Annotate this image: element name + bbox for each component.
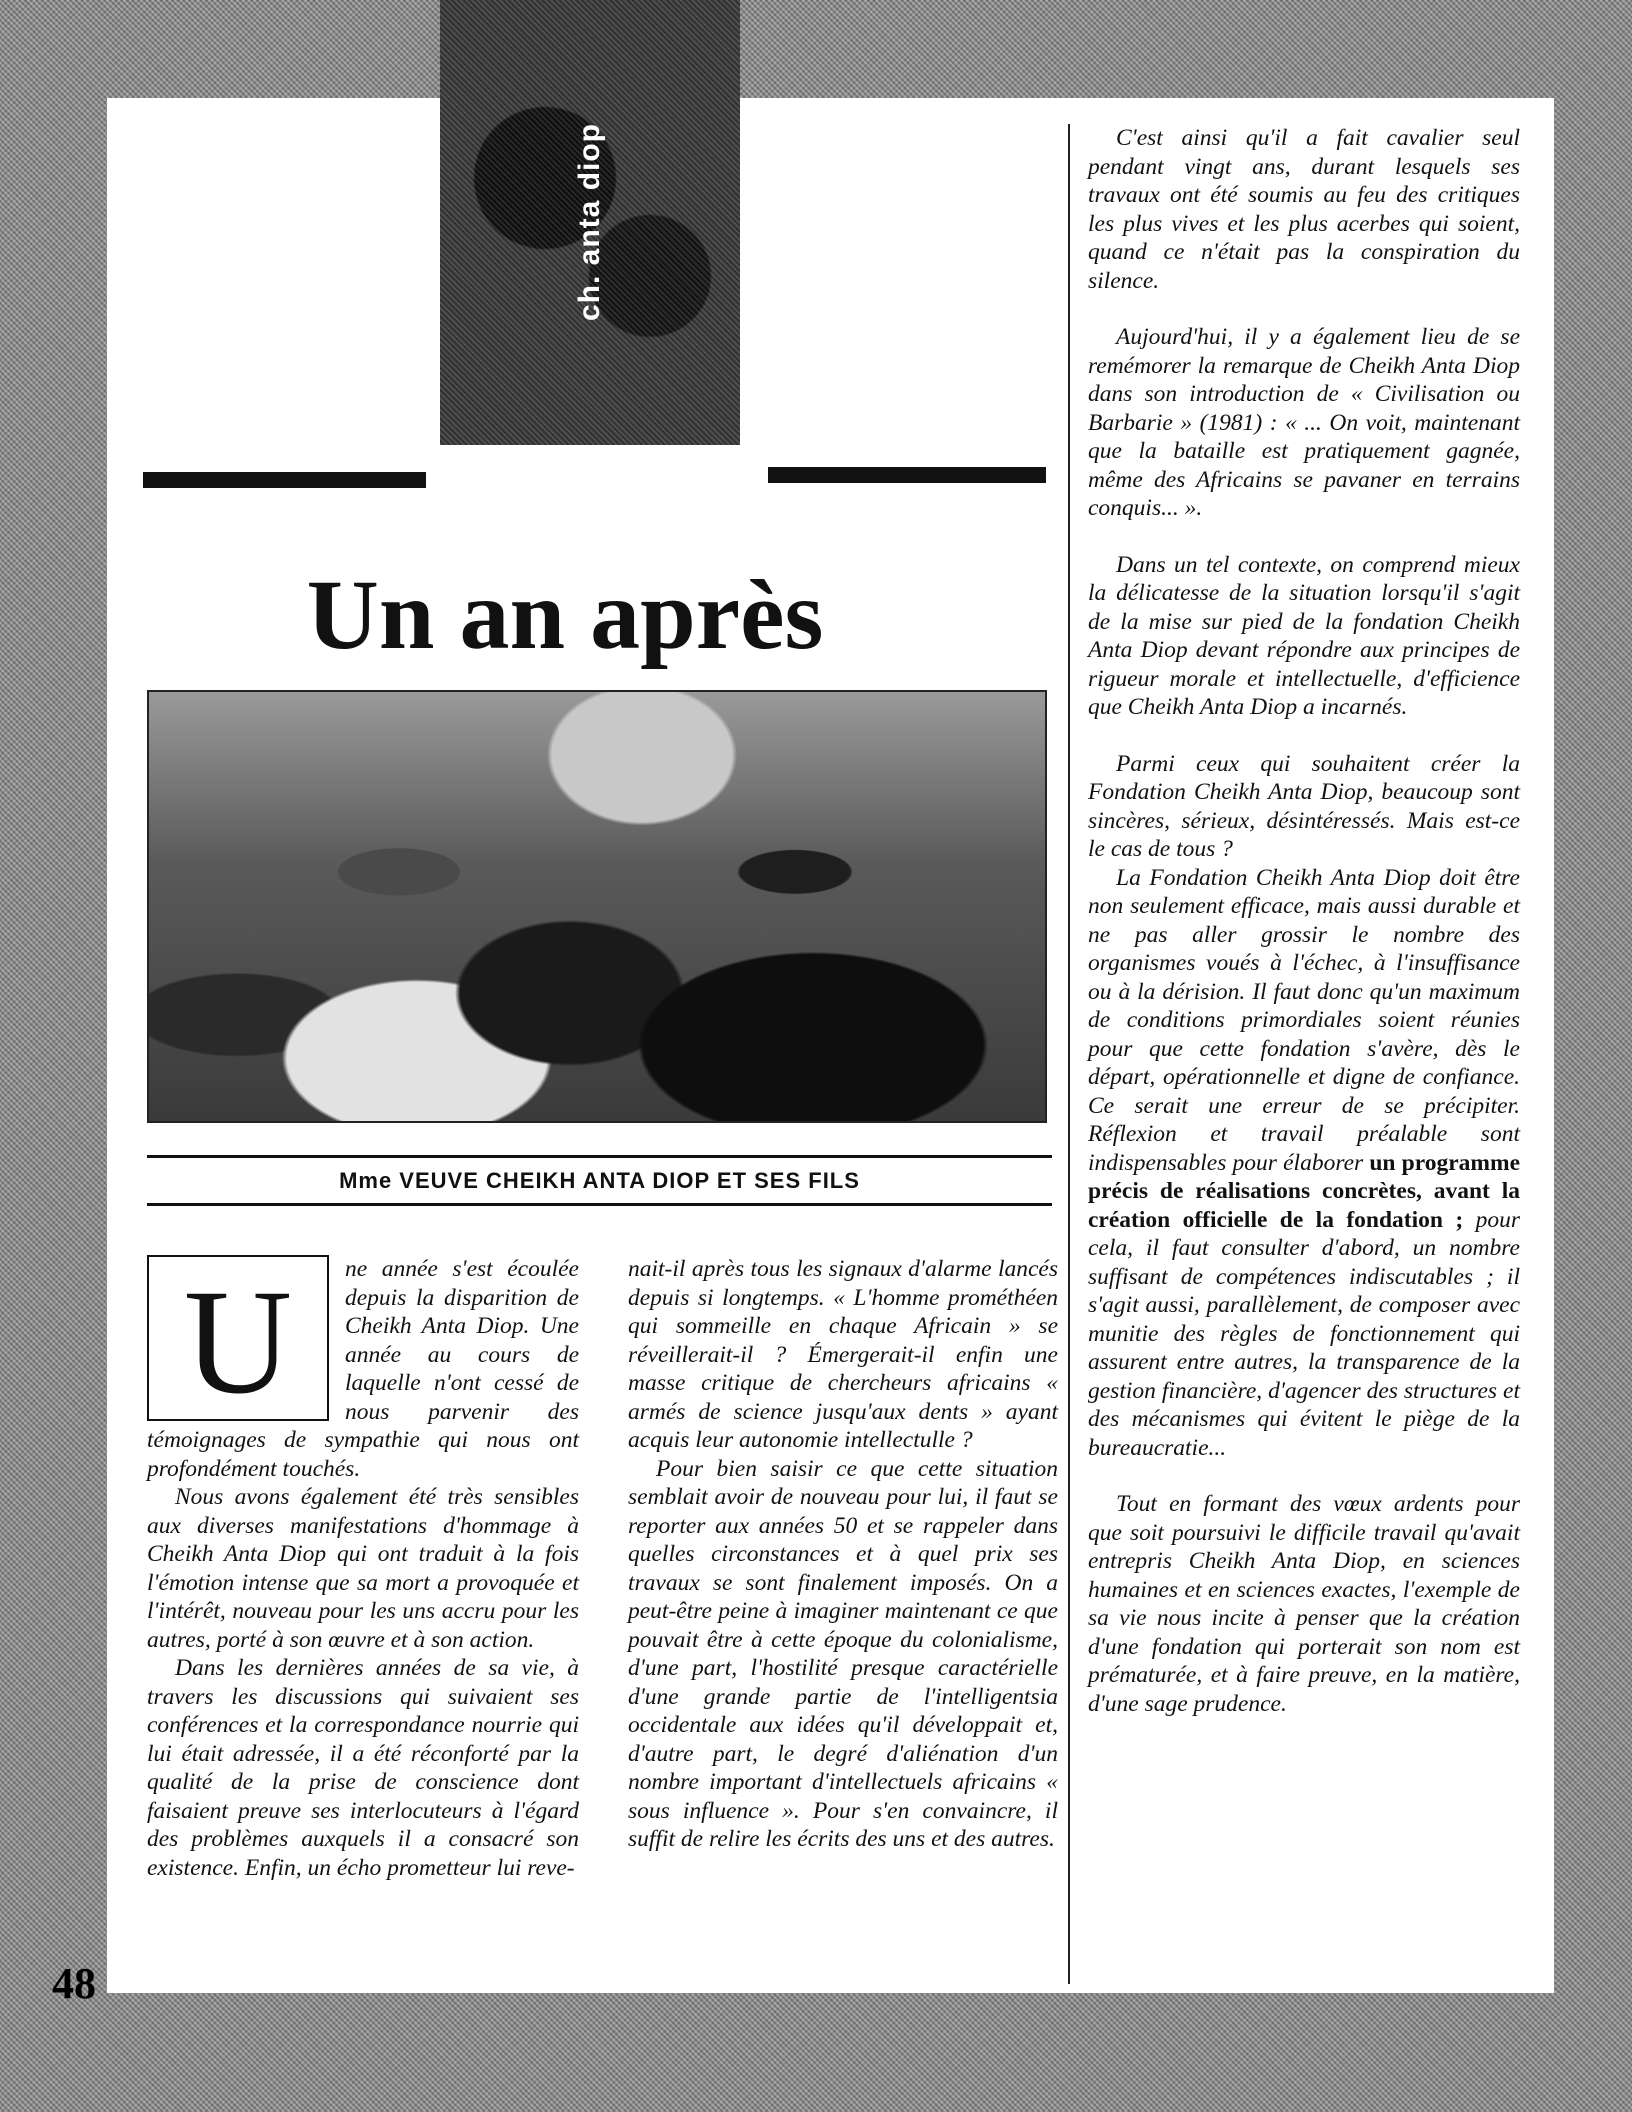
title-rule-left — [143, 472, 426, 488]
paragraph: nait-il après tous les signaux d'alarme lancés depuis si longtemps. « L'homme prométhéen qui sommeille en chaque Africain » se réveillerait-il ? Émergerait-il enfin une masse critique de chercheurs africains « armés de science jusqu'aux dents » ayant acquis leur autonomie intellectulle ? — [628, 1256, 1058, 1453]
paragraph: Tout en formant des vœux ardents pour que soit poursuivi le difficile travail qu'avait entrepris Cheikh Anta Diop, en sciences humaines et en sciences exactes, l'exemple de sa vie nous incite à penser que la création d'une fondation qui porterait son nom est prématurée, et à faire preuve, en la matière, d'une sage prudence. — [1088, 1491, 1520, 1717]
paragraph: Aujourd'hui, il y a également lieu de se remémorer la remarque de Cheikh Anta Diop dans son introduction de « Civilisation ou Barbarie » (1981) : « ... On voit, maintenant que la bataille est pratiquement gagnée, même des Africains se pavaner en terrains conquis... ». — [1088, 324, 1520, 521]
caption-rule-top — [147, 1155, 1052, 1158]
paragraph: Dans les dernières années de sa vie, à travers les discussions qui suivaient ses conférences et la correspondance nourrie qui lui était adressée, il a été réconforté par la qualité de la prise de conscience dont faisaient preuve ses interlocuteurs à l'égard des problèmes auxquels il a consacré son existence. Enfin, un écho prometteur lui reve- — [147, 1655, 579, 1881]
article-column-3 — [1088, 124, 1520, 1718]
paragraph: Dans un tel contexte, on comprend mieux la délicatesse de la situation lorsqu'il s'agit de la mise sur pied de la fondation Cheikh Anta Diop devant répondre aux principes de rigueur morale et intellectuelle, d'efficience que Cheikh Anta Diop a incarnés. — [1088, 551, 1520, 720]
article-title: Un an après — [306, 559, 824, 670]
paragraph: C'est ainsi qu'il a fait cavalier seul pendant vingt ans, durant lesquels ses travaux ont été soumis au feu des critiques les plus vives et les plus acerbes qui soient, quand ce n'était pas la conspiration du silence. — [1088, 125, 1520, 294]
paragraph: Parmi ceux qui souhaitent créer la Fondation Cheikh Anta Diop, beaucoup sont sincères, sérieux, désintéressés. Mais est-ce le cas de tous ? — [1088, 750, 1520, 862]
title-rule-right — [768, 467, 1046, 483]
paragraph-text: La Fondation Cheikh Anta Diop doit être non seulement efficace, mais aussi durable et ne pas aller grossir le nombre des organismes voués à l'échec, à l'insuffisance ou à la dérision. Il faut donc qu'un maximum de conditions primordiales soient réunies pour que cette fondation s'avère, dès le départ, opérationnelle et digne de confiance. Ce serait une erreur de se précipiter. Réflexion et travail préalable sont indispensables pour élaborer — [1088, 864, 1520, 1176]
paragraph: ne année s'est écoulée depuis la disparition de Cheikh Anta Diop. Une année au cours de laquelle n'ont cessé de nous parvenir des témoignages de sympathie qui nous ont profondément touchés. — [147, 1256, 579, 1482]
paragraph: Pour bien saisir ce que cette situation semblait avoir de nouveau pour lui, il faut se reporter aux années 50 et se rappeler dans quelles circonstances et à quel prix ses travaux se sont finalement imposés. On a peut-être peine à imaginer maintenant ce que pouvait être à cette époque du colonialisme, d'une part, l'hostilité presque caractérielle d'une grande partie de l'intelligentsia occidentale aux idées qu'il développait et, d'autre part, le degré d'aliénation d'un nombre important d'intellectuels africains « sous influence ». Pour s'en convaincre, il suffit de relire les écrits des uns et des autres. — [628, 1455, 1058, 1852]
drop-cap: U — [147, 1255, 329, 1421]
photo-frame — [147, 690, 1047, 1123]
paragraph — [1088, 864, 1520, 1463]
photo-caption: Mme VEUVE CHEIKH ANTA DIOP ET SES FILS — [339, 1168, 860, 1193]
caption-rule-bottom — [147, 1203, 1052, 1206]
bold-emphasis: un programme précis de réalisations concrètes, avant la création officielle de la fondation ; — [1088, 1149, 1521, 1233]
column-divider — [1068, 124, 1070, 1984]
article-column-2 — [628, 1255, 1058, 1854]
section-banner — [440, 0, 740, 445]
page-number: 48 — [52, 1959, 96, 2008]
paragraph-text: pour cela, il faut consulter d'abord, un nombre suffisant de compétences indiscutables ; il s'agit aussi, parallèlement, de composer avec munitie des règles de fonctionnement qui assurent entre autres, la transparence de la gestion financière, d'agencer des structures et des mécanismes qui évitent le piège de la bureaucratie... — [1088, 1206, 1520, 1461]
article-column-1 — [147, 1255, 579, 1882]
section-banner-label: ch. anta diop — [573, 122, 606, 322]
paragraph: Nous avons également été très sensibles aux diverses manifestations d'hommage à Cheikh Anta Diop qui ont traduit à la fois l'émotion intense que sa mort a provoquée et l'intérêt, nouveau pour les uns accru pour les autres, porté à son œuvre et à son action. — [147, 1484, 579, 1653]
